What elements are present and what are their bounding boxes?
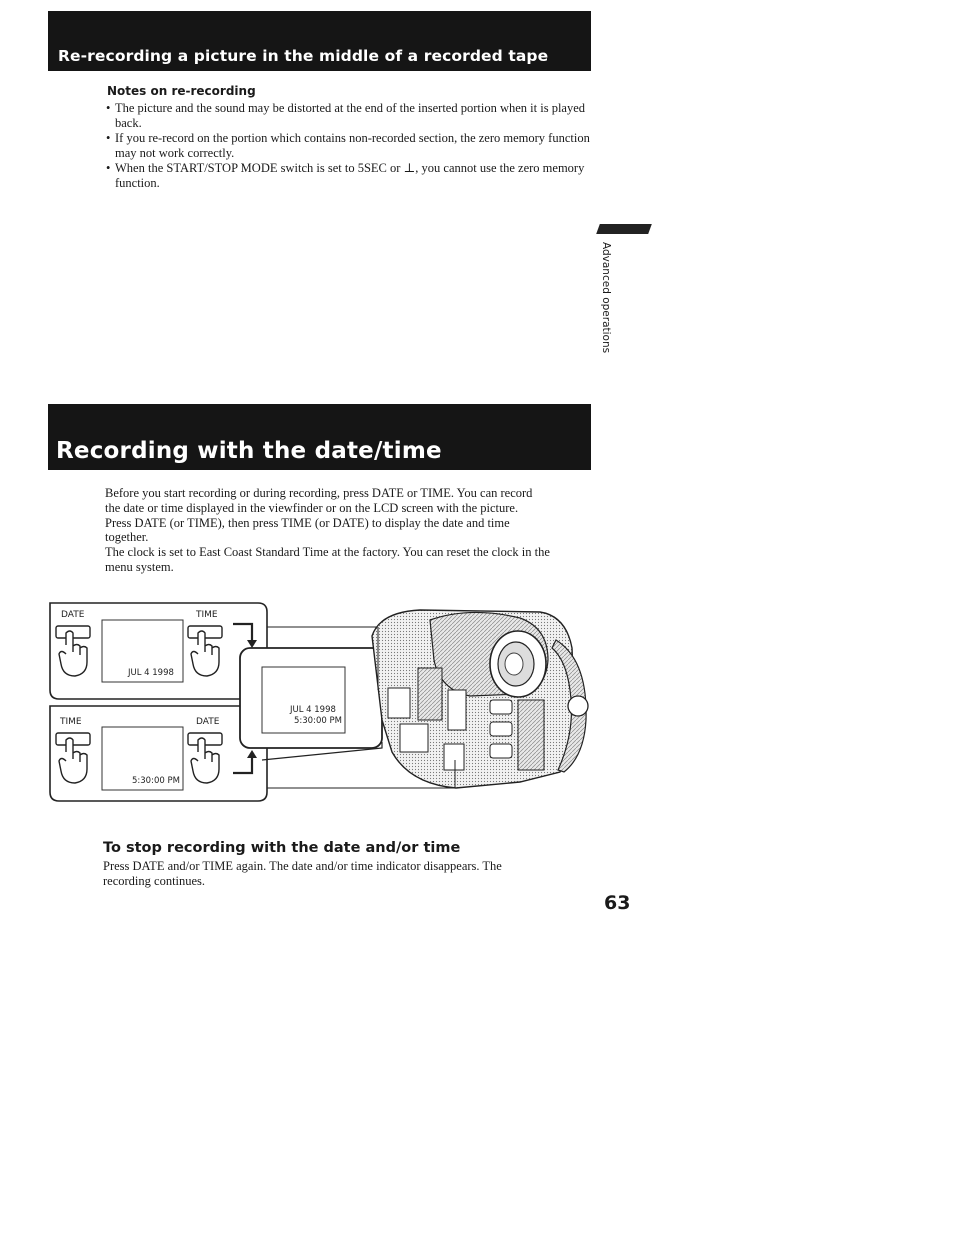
text-line: Press DATE and/or TIME again. The date and/or time indicator disappears. The: [103, 859, 502, 873]
lcd-panel: [240, 648, 382, 760]
time-button-label: TIME: [196, 610, 218, 620]
text-line: menu system.: [105, 559, 174, 574]
text-line: recording continues.: [103, 873, 206, 888]
hand-press-icon: [56, 733, 90, 783]
viewfinder-time-text: 5:30:00 PM: [132, 776, 180, 786]
note-item: • If you re-record on the portion which contains non-recorded section, the zero memory function may not work correctly.: [106, 131, 596, 161]
date-button-label: DATE: [61, 610, 85, 620]
camcorder-illustration: [372, 610, 588, 788]
lcd-time-text: 5:30:00 PM: [294, 716, 342, 726]
bottom-button-panel: [50, 706, 267, 801]
notes-heading: Notes on re-recording: [107, 84, 256, 98]
text-line: together.: [105, 530, 149, 545]
hand-press-icon: [56, 626, 90, 676]
hand-press-icon: [188, 733, 222, 783]
hand-press-icon: [188, 626, 222, 676]
side-tab-label: Advanced operations: [600, 242, 612, 354]
time-button-label: TIME: [60, 717, 82, 727]
text-line: Press DATE (or TIME), then press TIME (or DATE) to display the date and time: [105, 515, 510, 530]
lcd-date-text: JUL 4 1998: [290, 705, 336, 715]
text-line: The clock is set to East Coast Standard Time at the factory. You can reset the clock in the: [105, 545, 550, 560]
page-number: 63: [604, 892, 631, 914]
viewfinder-date-text: JUL 4 1998: [128, 668, 174, 678]
text-line: Before you start recording or during recording, press DATE or TIME. You can record: [105, 486, 533, 500]
note-item: • When the START/STOP MODE switch is set to 5SEC or ⊥, you cannot use the zero memory function.: [106, 161, 596, 191]
section-title: Re-recording a picture in the middle of a recorded tape: [58, 47, 549, 65]
date-button-label: DATE: [196, 717, 220, 727]
stop-recording-paragraph: [103, 859, 563, 889]
section-title: Recording with the date/time: [56, 438, 442, 464]
text-line: the date or time displayed in the viewfinder or on the LCD screen with the picture.: [105, 500, 519, 515]
note-item: • The picture and the sound may be distorted at the end of the inserted portion when it is played back.: [106, 101, 596, 131]
stop-recording-heading: To stop recording with the date and/or time: [103, 840, 461, 856]
